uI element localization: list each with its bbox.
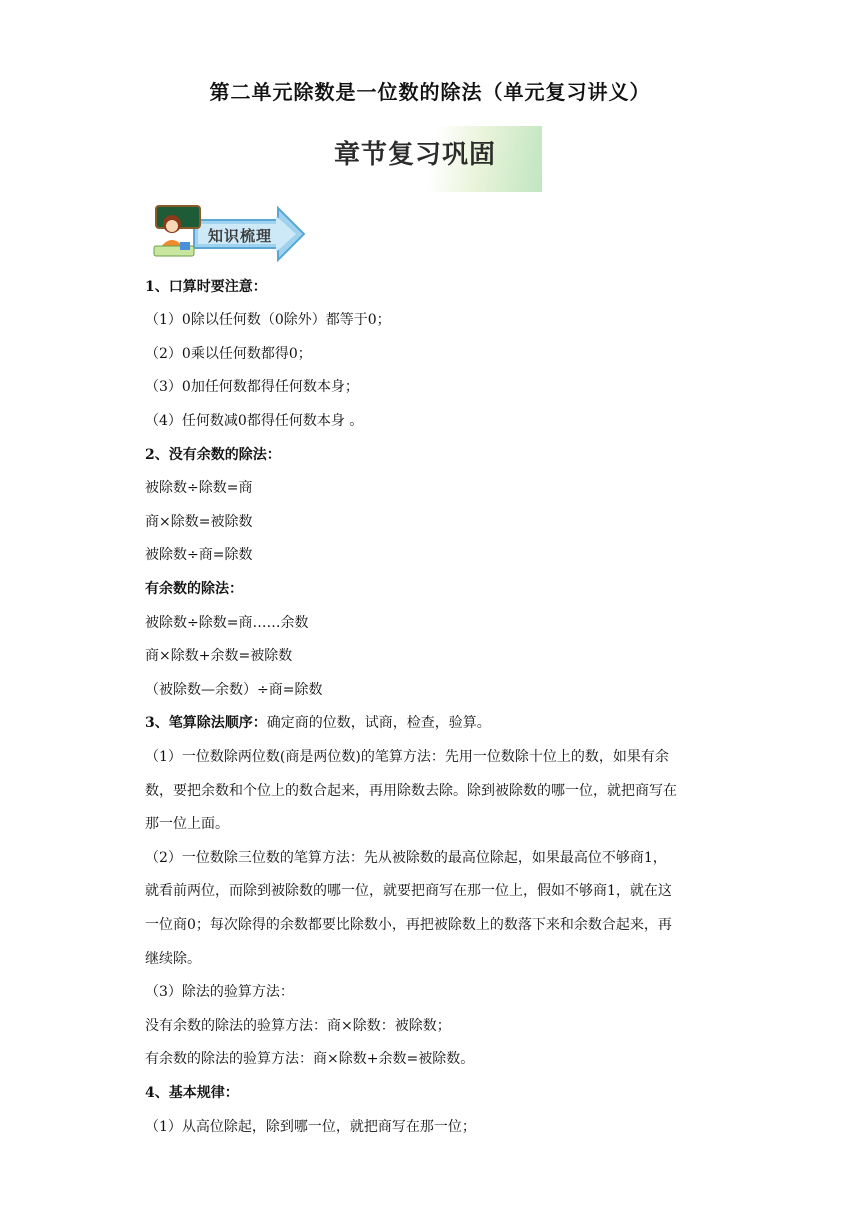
- banner-title: 章节复习巩固: [334, 140, 497, 170]
- text-line: （2）0乘以任何数都得0；: [145, 346, 312, 362]
- page-title: 第二单元除数是一位数的除法（单元复习讲义）: [209, 80, 651, 104]
- text-line: （4）任何数减0都得任何数本身 。: [145, 413, 364, 429]
- heading-3-text: 确定商的位数，试商，检查，验算。: [266, 715, 491, 731]
- badge-label: 知识梳理: [208, 227, 273, 245]
- text-line: （3）0加任何数都得任何数本身；: [145, 379, 359, 395]
- heading-1: 1、口算时要注意：: [145, 279, 267, 295]
- heading-2: 2、没有余数的除法：: [145, 447, 281, 463]
- text-line: 数，要把余数和个位上的数合起来，再用除数去除。除到被除数的哪一位，就把商写在: [145, 783, 677, 799]
- heading-4: 4、基本规律：: [145, 1085, 239, 1101]
- heading-3-row: [145, 713, 725, 733]
- text-line: 被除数÷除数=商: [145, 480, 253, 496]
- text-line: 商×除数+余数=被除数: [145, 648, 293, 664]
- text-line: （被除数—余数）÷商=除数: [145, 682, 323, 698]
- text-line: 就看前两位，而除到被除数的哪一位，就要把商写在那一位上，假如不够商1，就在这: [145, 883, 672, 899]
- text-line: 被除数÷商=除数: [145, 547, 253, 563]
- text-line: 没有余数的除法的验算方法：商×除数：被除数；: [145, 1018, 451, 1034]
- text-line: 一位商0；每次除得的余数都要比除数小，再把被除数上的数落下来和余数合起来，再: [145, 917, 672, 933]
- text-line: （1）0除以任何数（0除外）都等于0；: [145, 312, 391, 328]
- knowledge-badge: [150, 202, 306, 266]
- text-line: （3）除法的验算方法：: [145, 984, 294, 1000]
- text-line: 有余数的除法的验算方法：商×除数+余数=被除数。: [145, 1051, 475, 1067]
- text-line: （1）从高位除起，除到哪一位，就把商写在那一位；: [145, 1119, 476, 1135]
- subheading-remainder: 有余数的除法：: [145, 581, 243, 597]
- text-line: （1）一位数除两位数(商是两位数)的笔算方法：先用一位数除十位上的数，如果有余: [145, 749, 669, 765]
- text-line: 那一位上面。: [145, 816, 229, 832]
- text-line: 继续除。: [145, 951, 201, 967]
- text-line: 被除数÷除数=商……余数: [145, 615, 309, 631]
- heading-3: 3、笔算除法顺序：: [145, 715, 267, 731]
- section-banner: [330, 126, 542, 192]
- text-line: 商×除数=被除数: [145, 514, 253, 530]
- text-line: （2）一位数除三位数的笔算方法：先从被除数的最高位除起，如果最高位不够商1，: [145, 850, 667, 866]
